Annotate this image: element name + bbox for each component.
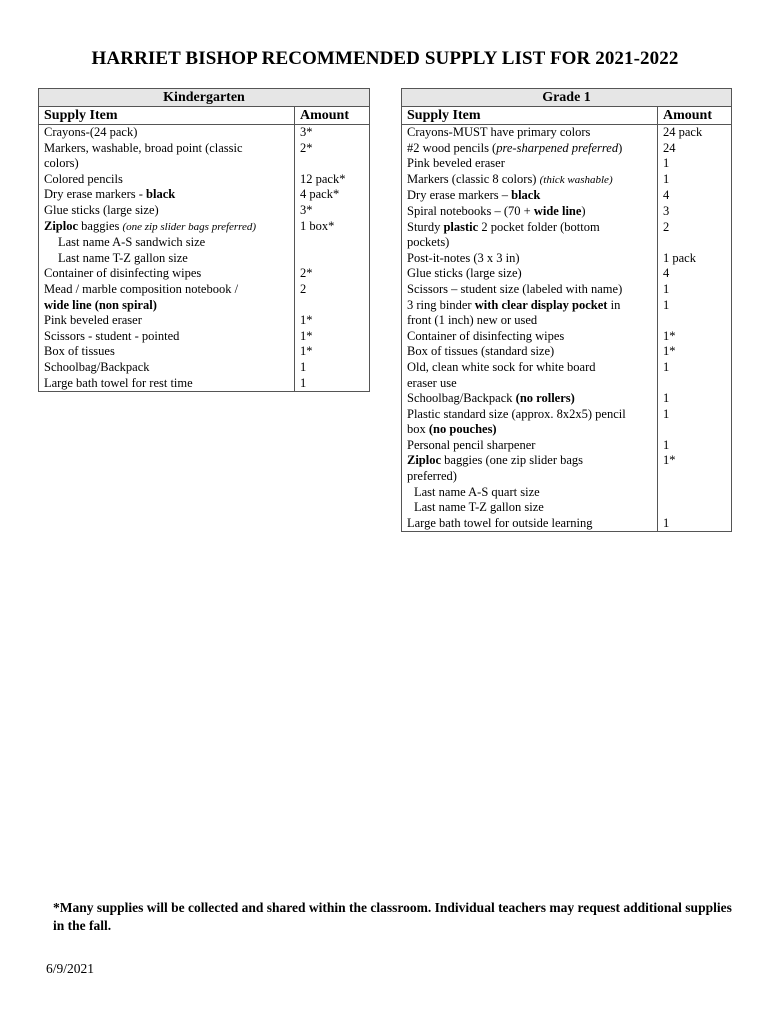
supply-item: Scissors - student - pointed <box>39 329 295 345</box>
supply-item-header: Supply Item <box>402 107 658 125</box>
supply-item: Markers (classic 8 colors) (thick washable) <box>402 172 658 189</box>
amount: 1* <box>295 344 370 360</box>
table-row <box>402 251 732 267</box>
amount: 1* <box>658 453 732 515</box>
supply-item: Personal pencil sharpener <box>402 438 658 454</box>
supply-item: Glue sticks (large size) <box>402 266 658 282</box>
supply-item: Scissors – student size (labeled with name) <box>402 282 658 298</box>
amount: 1* <box>658 344 732 360</box>
supply-item: Schoolbag/Backpack (no rollers) <box>402 391 658 407</box>
amount: 1 <box>658 298 732 329</box>
kindergarten-heading: Kindergarten <box>39 89 370 107</box>
table-row <box>402 360 732 391</box>
supply-item: Spiral notebooks – (70 + wide line) <box>402 204 658 220</box>
table-row <box>402 141 732 157</box>
supply-item: Container of disinfecting wipes <box>39 266 295 282</box>
amount: 1* <box>658 329 732 345</box>
supply-item: Colored pencils <box>39 172 295 188</box>
table-row <box>39 172 370 188</box>
supply-item: Large bath towel for outside learning <box>402 516 658 532</box>
amount: 24 <box>658 141 732 157</box>
supply-item-header: Supply Item <box>39 107 295 125</box>
supply-item: Crayons-MUST have primary colors <box>402 125 658 141</box>
table-row <box>402 220 732 251</box>
supply-item: Crayons-(24 pack) <box>39 125 295 141</box>
table-row <box>39 329 370 345</box>
table-row <box>402 282 732 298</box>
page-title: HARRIET BISHOP RECOMMENDED SUPPLY LIST FOR 2021-2022 <box>91 48 679 69</box>
amount: 1 <box>295 360 370 376</box>
table-row <box>402 156 732 172</box>
amount: 2* <box>295 266 370 282</box>
supply-item: Dry erase markers – black <box>402 188 658 204</box>
document-date: 6/9/2021 <box>46 961 95 976</box>
supply-item: Large bath towel for rest time <box>39 376 295 392</box>
amount: 3* <box>295 125 370 141</box>
table-row <box>39 344 370 360</box>
amount: 1 pack <box>658 251 732 267</box>
amount: 24 pack <box>658 125 732 141</box>
footnote: *Many supplies will be collected and shared within the classroom. Individual teachers may request additional supplies in the fall. <box>53 900 732 933</box>
supply-item: #2 wood pencils (pre-sharpened preferred) <box>402 141 658 157</box>
table-row <box>402 453 732 515</box>
table-row <box>402 407 732 438</box>
supply-item: Post-it-notes (3 x 3 in) <box>402 251 658 267</box>
amount: 3 <box>658 204 732 220</box>
supply-item: Dry erase markers - black <box>39 187 295 203</box>
amount: 3* <box>295 203 370 219</box>
supply-item: Sturdy plastic 2 pocket folder (bottom pockets) <box>402 220 658 251</box>
amount: 1 <box>658 516 732 532</box>
amount: 12 pack* <box>295 172 370 188</box>
table-row <box>402 329 732 345</box>
supply-item: Pink beveled eraser <box>402 156 658 172</box>
amount: 4 pack* <box>295 187 370 203</box>
amount: 1 <box>658 391 732 407</box>
amount: 1 <box>658 172 732 189</box>
amount: 1 <box>658 438 732 454</box>
supply-item: Mead / marble composition notebook / wide line (non spiral) <box>39 282 295 313</box>
amount: 1 <box>658 407 732 438</box>
amount: 1* <box>295 329 370 345</box>
table-row <box>402 172 732 189</box>
supply-item: Pink beveled eraser <box>39 313 295 329</box>
grade1-supply-table <box>401 88 732 532</box>
amount: 1 <box>295 376 370 392</box>
supply-item: Box of tissues (standard size) <box>402 344 658 360</box>
table-row <box>402 516 732 532</box>
table-row <box>402 266 732 282</box>
table-row <box>39 313 370 329</box>
amount: 2 <box>658 220 732 251</box>
amount: 1 <box>658 360 732 391</box>
table-row <box>39 376 370 392</box>
amount: 1 <box>658 156 732 172</box>
supply-item: 3 ring binder with clear display pocket in front (1 inch) new or used <box>402 298 658 329</box>
amount-header: Amount <box>658 107 732 125</box>
amount: 1 box* <box>295 219 370 267</box>
table-row <box>39 187 370 203</box>
supply-item: Box of tissues <box>39 344 295 360</box>
table-row <box>402 438 732 454</box>
table-row <box>402 391 732 407</box>
table-row <box>39 203 370 219</box>
supply-item: Ziploc baggies (one zip slider bags preferred) Last name A-S sandwich size Last name T-Z gallon size <box>39 219 295 267</box>
table-row <box>39 360 370 376</box>
amount: 2 <box>295 282 370 313</box>
table-row <box>402 204 732 220</box>
supply-item: Ziploc baggies (one zip slider bags preferred) Last name A-S quart size Last name T-Z gallon size <box>402 453 658 515</box>
table-row <box>39 266 370 282</box>
kindergarten-supply-table <box>38 88 370 392</box>
table-row <box>402 188 732 204</box>
amount: 1* <box>295 313 370 329</box>
supply-item: Container of disinfecting wipes <box>402 329 658 345</box>
table-row <box>39 125 370 141</box>
table-row <box>402 298 732 329</box>
grade1-heading: Grade 1 <box>402 89 732 107</box>
table-row <box>39 282 370 313</box>
amount: 4 <box>658 188 732 204</box>
table-row <box>39 141 370 172</box>
table-row <box>402 344 732 360</box>
amount-header: Amount <box>295 107 370 125</box>
supply-item: Plastic standard size (approx. 8x2x5) pencil box (no pouches) <box>402 407 658 438</box>
table-row <box>39 219 370 267</box>
supply-item: Glue sticks (large size) <box>39 203 295 219</box>
amount: 2* <box>295 141 370 172</box>
amount: 1 <box>658 282 732 298</box>
supply-item: Old, clean white sock for white board eraser use <box>402 360 658 391</box>
supply-item: Schoolbag/Backpack <box>39 360 295 376</box>
table-row <box>402 125 732 141</box>
supply-item: Markers, washable, broad point (classic colors) <box>39 141 295 172</box>
amount: 4 <box>658 266 732 282</box>
